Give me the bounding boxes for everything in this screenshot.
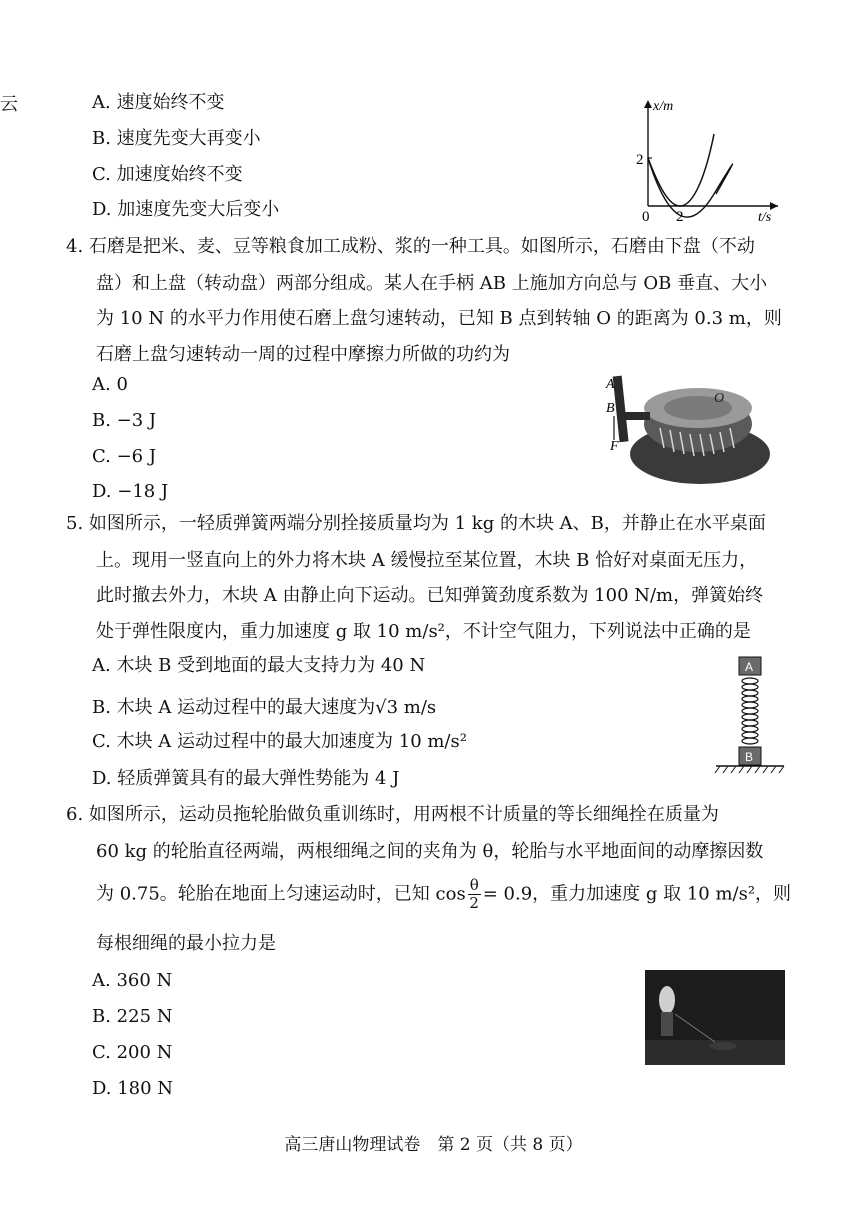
q3-option-a: A. 速度始终不变 — [92, 92, 225, 113]
q6-line-2: 60 kg 的轮胎直径两端，两根细绳之间的夹角为 θ，轮胎与水平地面间的动摩擦因数 — [96, 841, 764, 862]
q5-line-4: 处于弹性限度内，重力加速度 g 取 10 m/s²，不计空气阻力，下列说法中正确的是 — [96, 621, 751, 642]
block-b-label: B — [745, 750, 754, 764]
label-b: B — [606, 401, 615, 416]
x-axis-label: t/s — [758, 210, 772, 224]
origin-label: 0 — [642, 209, 650, 224]
label-a: A — [606, 377, 615, 392]
q4-millstone-figure — [600, 368, 775, 490]
margin-mark: 云 — [0, 94, 18, 115]
q6-line-3-before: 为 0.75。轮胎在地面上匀速运动时，已知 cos — [96, 883, 466, 905]
q3-option-b: B. 速度先变大再变小 — [92, 128, 261, 149]
q4-line-4: 石磨上盘匀速转动一周的过程中摩擦力所做的功约为 — [96, 344, 510, 365]
q3-option-c: C. 加速度始终不变 — [92, 164, 243, 185]
q6-line-4: 每根细绳的最小拉力是 — [96, 933, 276, 954]
q6-line-3 — [96, 878, 791, 911]
y-axis-label: x/m — [653, 99, 674, 114]
q6-option-a: A. 360 N — [92, 970, 173, 991]
y-axis-arrow — [644, 100, 652, 108]
fraction-numerator: θ — [469, 876, 479, 894]
block-a-label: A — [745, 660, 754, 674]
q4-option-b: B. −3 J — [92, 410, 157, 431]
q4-line-3: 为 10 N 的水平力作用使石磨上盘匀速转动，已知 B 点到转轴 O 的距离为 0.3 m，则 — [96, 308, 782, 329]
q3-xt-graph — [636, 94, 786, 224]
q5-spring-figure — [712, 655, 787, 780]
y-tick-label: 2 — [636, 152, 644, 168]
q6-option-d: D. 180 N — [92, 1078, 174, 1099]
q3-option-d: D. 加速度先变大后变小 — [92, 199, 280, 220]
cos-half-theta-fraction — [468, 878, 481, 911]
q5-option-c: C. 木块 A 运动过程中的最大加速度为 10 m/s² — [92, 731, 467, 752]
spring-coil — [742, 678, 758, 744]
q5-line-3: 此时撤去外力，木块 A 由静止向下运动。已知弹簧劲度系数为 100 N/m，弹簧始终 — [96, 585, 764, 606]
tire — [709, 1042, 737, 1050]
label-f: F — [610, 439, 619, 454]
q4-line-2: 盘）和上盘（转动盘）两部分组成。某人在手柄 AB 上施加方向总与 OB 垂直、大小 — [96, 273, 768, 294]
q4-option-d: D. −18 J — [92, 481, 169, 502]
q6-option-b: B. 225 N — [92, 1006, 173, 1027]
q5-option-b: B. 木块 A 运动过程中的最大速度为√3 m/s — [92, 697, 437, 718]
q4-option-c: C. −6 J — [92, 446, 157, 467]
xt-curve — [648, 134, 714, 206]
handle-arm — [620, 412, 650, 420]
q5-line-2: 上。现用一竖直向上的外力将木块 A 缓慢拉至某位置，木块 B 恰好对桌面无压力， — [96, 550, 758, 571]
label-o: O — [714, 391, 725, 406]
fraction-denominator: 2 — [469, 894, 479, 912]
x-axis-arrow — [770, 202, 778, 210]
q5-option-d: D. 轻质弹簧具有的最大弹性势能为 4 J — [92, 768, 400, 789]
q4-option-a: A. 0 — [92, 374, 128, 395]
q6-line-3-after: = 0.9，重力加速度 g 取 10 m/s²，则 — [482, 883, 792, 905]
x-tick-label: 2 — [676, 209, 684, 224]
q5-option-a: A. 木块 B 受到地面的最大支持力为 40 N — [92, 655, 426, 676]
q6-line-1: 6. 如图所示，运动员拖轮胎做负重训练时，用两根不计质量的等长细绳拴在质量为 — [66, 804, 719, 825]
ground-hatch — [715, 766, 784, 773]
q4-line-1: 4. 石磨是把米、麦、豆等粮食加工成粉、浆的一种工具。如图所示，石磨由下盘（不动 — [66, 236, 755, 257]
athlete-figure — [659, 986, 675, 1014]
q5-line-1: 5. 如图所示，一轻质弹簧两端分别拴接质量均为 1 kg 的木块 A、B，并静止在水平桌面 — [66, 513, 766, 534]
q6-option-c: C. 200 N — [92, 1042, 173, 1063]
page-footer: 高三唐山物理试卷 第 2 页（共 8 页） — [284, 1135, 583, 1155]
q6-training-photo — [645, 970, 785, 1065]
